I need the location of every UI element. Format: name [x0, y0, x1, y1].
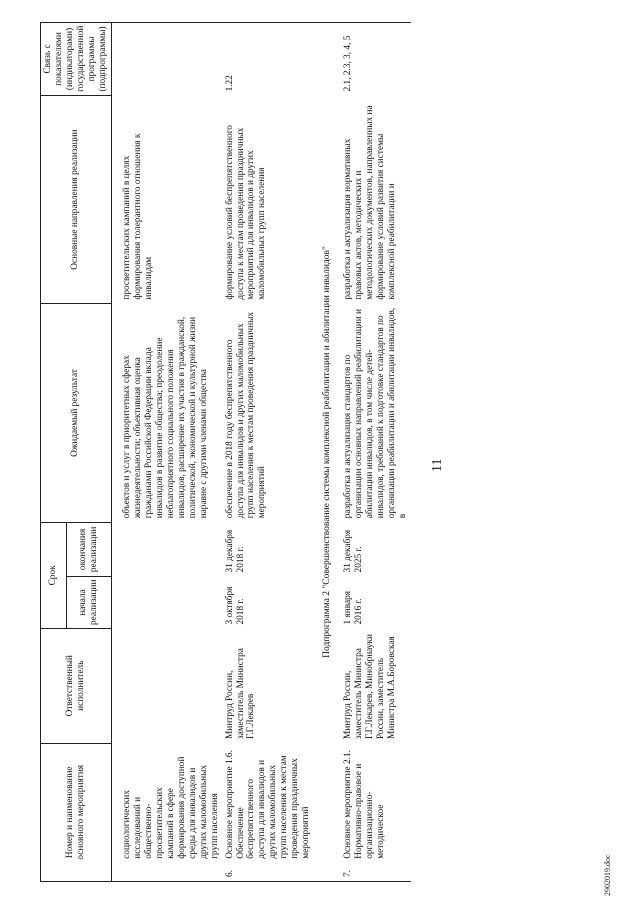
col-header-term: Срок: [41, 522, 67, 628]
row-result: объектов и услуг в приоритетных сферах жизнедеятельности; объективная оценка гражданами Российской Федерации вклада инвалидов в развитие общества; преодоление неблагоприятного социального положения инвалидов, расширение их участия в гражданской, политической, экономической и культурной жизни наравне с другими членами общества: [121, 316, 209, 519]
row-number: 6.: [223, 863, 315, 882]
col-header-link: Связь с показателями (индикаторами) государственной программы (подпрограммы): [41, 23, 112, 96]
row-directions: разработка и актуализация нормативных правовых актов, методических и методологических документов, направленных на формирование условий развития системы комплексной реабилитации и: [343, 105, 398, 300]
row-end: [120, 522, 223, 576]
table-row: [341, 23, 411, 882]
row-directions: формирование условий беспрепятственного доступа к местам проведения праздничных мероприятий для инвалидов и других маломобильных групп населения: [224, 125, 268, 300]
col-header-start: начала реализации: [67, 576, 111, 628]
row-link: 1.22: [223, 23, 315, 96]
row-responsible: [120, 629, 223, 744]
col-header-directions: Основные направления реализации: [41, 95, 112, 303]
row-result: обеспечение в 2018 году беспрепятственного доступа для инвалидов и других маломобильных групп населения к местам проведения праздничных мероприятий: [224, 312, 268, 519]
row-number: [120, 863, 223, 882]
row-start: 1 января 2016 г.: [343, 590, 365, 625]
row-name: Основное мероприятие 1.6. Обеспечение беспрепятственного доступа для инвалидов и других маломобильных групп населения к местам проведения праздничных мероприятий: [224, 750, 312, 859]
page-number: 11: [430, 458, 445, 472]
row-end: 31 декабря 2018 г.: [224, 529, 246, 573]
row-link: 2.1, 2.3, 3, 4, 5: [341, 23, 411, 96]
table-row: [120, 23, 223, 882]
row-start: [120, 576, 223, 628]
row-result: разработка и актуализация стандартов по организации основных направлений реабилитации и абилитации инвалидов, в том числе детей-инвалидов, требований к подготовке стандартов по организации реабилитации и абилитации инвалидов, в: [343, 307, 409, 519]
col-header-name: Номер и наименование основного мероприятия: [41, 743, 112, 881]
row-name: социологических исследований и общественно-просветительских кампаний в сфере формирования доступной среды для инвалидов и других маломобильных групп населения: [121, 756, 220, 859]
row-start: 3 октября 2018 г.: [224, 586, 246, 625]
row-responsible: Минтруд России, заместитель Министра Г.Г.Лекарев: [224, 648, 257, 740]
row-end: 31 декабря 2025 г.: [343, 529, 365, 573]
row-number: 7.: [341, 863, 411, 882]
subprogram-title: Подпрограмма 2 "Совершенствование системы комплексной реабилитации и абилитации инвалидов": [314, 23, 341, 882]
row-directions: просветительских кампаний в целях формирования толерантного отношения к инвалидам: [121, 133, 154, 300]
col-header-result: Ожидаемый результат: [41, 304, 112, 523]
row-responsible: Минтруд России, заместитель Министра Г.Г.Лекарев, Минобрнауки России, заместитель Министра М.А.Боровская: [343, 634, 398, 740]
row-link: [120, 23, 223, 96]
file-name: 2902019.doc: [603, 854, 612, 896]
col-header-responsible: Ответственный исполнитель: [41, 629, 112, 744]
row-name: Основное мероприятие 2.1. Нормативно-правовое и организационно-методическое: [343, 750, 387, 859]
header-row: [41, 23, 67, 882]
col-header-end: окончания реализации: [67, 522, 111, 576]
table-row: [223, 23, 315, 882]
subprogram-row: [314, 23, 341, 882]
rotated-sheet: [30, 22, 612, 896]
program-table: [40, 22, 411, 882]
